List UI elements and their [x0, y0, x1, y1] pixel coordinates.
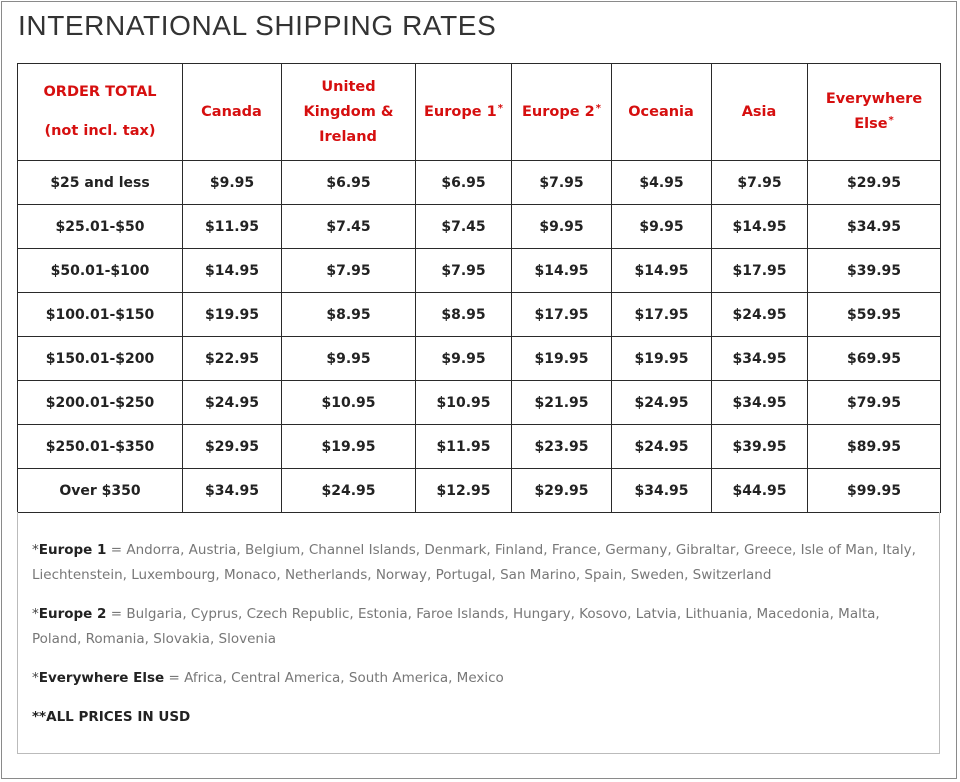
price-cell: $34.95	[183, 469, 282, 513]
price-cell: $39.95	[712, 425, 808, 469]
price-cell: $99.95	[808, 469, 941, 513]
price-cell: $10.95	[282, 381, 416, 425]
table-row	[18, 249, 941, 293]
price-cell: $14.95	[183, 249, 282, 293]
order-range-cell: $50.01-$100	[18, 249, 183, 293]
price-cell: $23.95	[512, 425, 612, 469]
price-cell: $7.95	[512, 161, 612, 205]
order-total-label: ORDER TOTAL	[43, 84, 157, 100]
region-notes	[17, 512, 940, 754]
price-cell: $24.95	[183, 381, 282, 425]
price-cell: $14.95	[512, 249, 612, 293]
price-cell: $11.95	[416, 425, 512, 469]
price-cell: $89.95	[808, 425, 941, 469]
note-region-name: Everywhere Else	[38, 670, 165, 686]
column-header-asia: Asia	[712, 64, 808, 161]
price-cell: $4.95	[612, 161, 712, 205]
table-row	[18, 469, 941, 513]
table-header-row	[18, 64, 941, 161]
price-cell: $22.95	[183, 337, 282, 381]
column-header-oceania: Oceania	[612, 64, 712, 161]
note-country-list: = Bulgaria, Cyprus, Czech Republic, Estonia, Faroe Islands, Hungary, Kosovo, Latvia, Lithuania, Macedonia, Malta, Poland, Romania, Slovakia, Slovenia	[32, 606, 880, 647]
order-range-cell: $100.01-$150	[18, 293, 183, 337]
price-cell: $8.95	[282, 293, 416, 337]
order-total-tax-note: (not incl. tax)	[44, 123, 156, 139]
price-cell: $7.45	[416, 205, 512, 249]
note-region-name: Europe 1	[38, 542, 107, 558]
price-cell: $39.95	[808, 249, 941, 293]
note-country-list: = Andorra, Austria, Belgium, Channel Islands, Denmark, Finland, France, Germany, Gibraltar, Greece, Isle of Man, Italy, Liechtenstein, Luxembourg, Monaco, Netherlands, Norway, Portugal, San Marino, Spain, Sweden, Switzerland	[32, 542, 916, 583]
price-cell: $21.95	[512, 381, 612, 425]
price-cell: $19.95	[612, 337, 712, 381]
note-region-name: Europe 2	[38, 606, 107, 622]
column-header-canada: Canada	[183, 64, 282, 161]
currency-note: **ALL PRICES IN USD	[32, 709, 191, 725]
price-cell: $19.95	[183, 293, 282, 337]
price-cell: $9.95	[282, 337, 416, 381]
price-cell: $9.95	[183, 161, 282, 205]
price-cell: $44.95	[712, 469, 808, 513]
price-cell: $34.95	[712, 381, 808, 425]
order-total-header	[18, 64, 183, 161]
price-cell: $8.95	[416, 293, 512, 337]
price-cell: $9.95	[512, 205, 612, 249]
price-cell: $24.95	[712, 293, 808, 337]
price-cell: $24.95	[612, 381, 712, 425]
note-everywhere-else	[32, 666, 925, 691]
note-asterisk: *	[32, 542, 39, 558]
order-range-cell: $150.01-$200	[18, 337, 183, 381]
price-cell: $19.95	[282, 425, 416, 469]
note-europe-2	[32, 602, 925, 652]
price-cell: $24.95	[282, 469, 416, 513]
price-cell: $69.95	[808, 337, 941, 381]
price-cell: $24.95	[612, 425, 712, 469]
price-cell: $9.95	[612, 205, 712, 249]
order-range-cell: Over $350	[18, 469, 183, 513]
note-asterisk: *	[32, 606, 39, 622]
order-range-cell: $25.01-$50	[18, 205, 183, 249]
column-header-uk-ireland: United Kingdom & Ireland	[282, 64, 416, 161]
price-cell: $29.95	[808, 161, 941, 205]
price-cell: $11.95	[183, 205, 282, 249]
price-cell: $17.95	[712, 249, 808, 293]
price-cell: $34.95	[612, 469, 712, 513]
table-row	[18, 161, 941, 205]
note-country-list: = Africa, Central America, South America, Mexico	[164, 670, 504, 686]
table-row	[18, 337, 941, 381]
price-cell: $7.95	[416, 249, 512, 293]
column-header-europe-1: Europe 1*	[416, 64, 512, 161]
order-range-cell: $250.01-$350	[18, 425, 183, 469]
price-cell: $29.95	[512, 469, 612, 513]
price-cell: $10.95	[416, 381, 512, 425]
price-cell: $17.95	[512, 293, 612, 337]
shipping-rates-table	[17, 63, 941, 513]
column-header-europe-2: Europe 2*	[512, 64, 612, 161]
price-cell: $59.95	[808, 293, 941, 337]
note-asterisk: *	[32, 670, 39, 686]
table-row	[18, 205, 941, 249]
table-row	[18, 293, 941, 337]
price-cell: $29.95	[183, 425, 282, 469]
price-cell: $34.95	[808, 205, 941, 249]
table-row	[18, 381, 941, 425]
note-europe-1	[32, 538, 925, 588]
price-cell: $14.95	[612, 249, 712, 293]
price-cell: $34.95	[712, 337, 808, 381]
price-cell: $79.95	[808, 381, 941, 425]
column-header-everywhere-else: Everywhere Else*	[808, 64, 941, 161]
order-range-cell: $200.01-$250	[18, 381, 183, 425]
table-row	[18, 425, 941, 469]
price-cell: $17.95	[612, 293, 712, 337]
price-cell: $7.45	[282, 205, 416, 249]
price-cell: $19.95	[512, 337, 612, 381]
price-cell: $9.95	[416, 337, 512, 381]
price-cell: $7.95	[282, 249, 416, 293]
price-cell: $6.95	[416, 161, 512, 205]
price-cell: $14.95	[712, 205, 808, 249]
price-cell: $7.95	[712, 161, 808, 205]
order-range-cell: $25 and less	[18, 161, 183, 205]
price-cell: $12.95	[416, 469, 512, 513]
page-title: INTERNATIONAL SHIPPING RATES	[18, 10, 497, 41]
price-cell: $6.95	[282, 161, 416, 205]
